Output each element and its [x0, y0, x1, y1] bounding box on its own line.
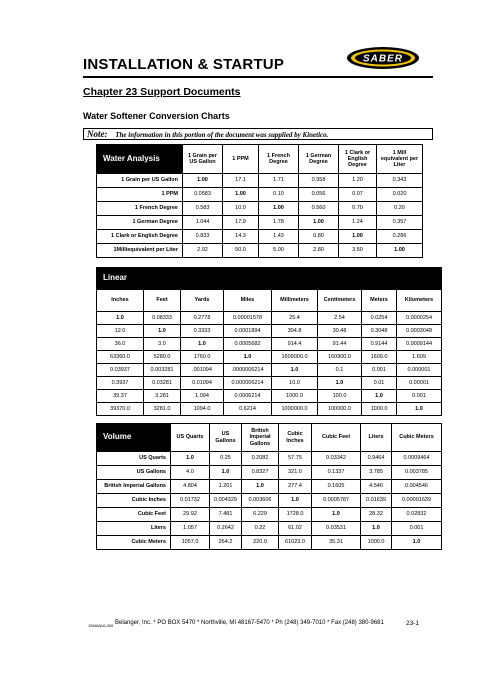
table-cell: 0.020 [377, 188, 423, 202]
page-header-title: INSTALLATION & STARTUP [83, 56, 285, 73]
linear-header-row [97, 290, 442, 312]
table-cell: .0000006214 [224, 364, 272, 377]
table-cell: 3.281 [144, 390, 181, 403]
table-cell: 1057.0 [171, 536, 210, 550]
table-cell: 0.000006214 [224, 377, 272, 390]
table-cell: 0.22 [242, 522, 279, 536]
table-cell: 1.044 [183, 216, 223, 230]
table-row [97, 351, 442, 364]
table-cell: 264.2 [210, 536, 242, 550]
column-header: Kilometers [397, 290, 442, 312]
table-cell: 0.01094 [181, 377, 224, 390]
volume-body [97, 452, 442, 550]
section-subtitle: Water Softener Conversion Charts [83, 111, 230, 121]
water-analysis-body [97, 174, 423, 258]
table-cell: .001094 [181, 364, 224, 377]
table-cell: 0.08333 [144, 312, 181, 325]
table-cell: 50.0 [223, 244, 259, 258]
table-cell: 5.00 [259, 244, 299, 258]
column-header: Centimeters [318, 290, 362, 312]
table-cell: 14.3 [223, 230, 259, 244]
table-cell: 0.003785 [392, 466, 442, 480]
table-cell: 0.6214 [224, 403, 272, 416]
table-cell: 0.3937 [97, 377, 144, 390]
table-row [97, 244, 423, 258]
table-cell: 3.785 [361, 466, 392, 480]
table-cell: 1.24 [339, 216, 377, 230]
table-cell: 0.833 [183, 230, 223, 244]
table-cell: 0.3048 [362, 325, 397, 338]
table-row [97, 390, 442, 403]
table-cell: 0.056 [299, 188, 339, 202]
table-cell: 1.0 [242, 480, 279, 494]
table-cell: 0.03937 [97, 364, 144, 377]
row-label: 1Milliequivalent per Liter [97, 244, 183, 258]
table-cell: 3.50 [339, 244, 377, 258]
table-cell: 0.9144 [362, 338, 397, 351]
table-cell: 0.0006214 [224, 390, 272, 403]
row-label: US Gallons [97, 466, 171, 480]
table-cell: 1.0 [210, 466, 242, 480]
table-cell: 2.54 [318, 312, 362, 325]
table-cell: 0.3333 [181, 325, 224, 338]
row-label: 1 Clark or English Degree [97, 230, 183, 244]
table-cell: 1.0 [272, 364, 318, 377]
column-header: 1 PPM [223, 145, 259, 174]
table-cell: 28.32 [361, 508, 392, 522]
note-box [83, 128, 433, 140]
table-cell: 1.0 [224, 351, 272, 364]
row-label: Liters [97, 522, 171, 536]
table-cell: 1.00 [259, 202, 299, 216]
row-label: Cubic Meters [97, 536, 171, 550]
table-cell: 30.48 [318, 325, 362, 338]
table-cell: 0.001 [362, 364, 397, 377]
column-header: Feet [144, 290, 181, 312]
table-cell: 0.2642 [210, 522, 242, 536]
table-cell: 0.07 [339, 188, 377, 202]
footer-doc-code: 15MANUL269 [88, 623, 114, 628]
table-cell: 0.1 [318, 364, 362, 377]
volume-header-row [97, 424, 442, 452]
column-header: Inches [97, 290, 144, 312]
table-row [97, 202, 423, 216]
column-header: US Quarts [171, 424, 210, 452]
table-cell: 100.0 [318, 390, 362, 403]
table-row [97, 403, 442, 416]
table-cell: 1000.0 [361, 536, 392, 550]
table-cell: 0.004546 [392, 480, 442, 494]
table-cell: 1.0 [361, 522, 392, 536]
table-cell: 0.1605 [312, 480, 361, 494]
footer-page-number: 23-1 [406, 620, 420, 627]
table-cell: 1000.0 [272, 390, 318, 403]
table-cell: 1094.0 [181, 403, 224, 416]
table-cell: 0.001 [397, 390, 442, 403]
table-cell: 0.25 [210, 452, 242, 466]
table-cell: 914.4 [272, 338, 318, 351]
row-label: Cubic Feet [97, 508, 171, 522]
table-cell: 1.057 [171, 522, 210, 536]
table-cell: 0.9464 [361, 452, 392, 466]
table-cell: 0.000001 [397, 364, 442, 377]
chapter-heading: Chapter 23 Support Documents [83, 86, 241, 98]
table-cell: 10.0 [272, 377, 318, 390]
table-cell: 1.00 [377, 244, 423, 258]
table-row [97, 216, 423, 230]
column-header: Cubic Inches [279, 424, 312, 452]
table-cell: 0.0000254 [397, 312, 442, 325]
table-row [97, 452, 442, 466]
row-label: 1 PPM [97, 188, 183, 202]
column-header: 1 French Degree [259, 145, 299, 174]
table-row [97, 174, 423, 188]
header-rule [83, 76, 433, 78]
column-header: 1 Grain per US Gallon [183, 145, 223, 174]
table-row [97, 364, 442, 377]
table-cell: 1.609 [397, 351, 442, 364]
table-cell: 17.1 [223, 174, 259, 188]
water-analysis-table [96, 144, 423, 258]
table-cell: 1728.0 [279, 508, 312, 522]
table-cell: 12.0 [97, 325, 144, 338]
table-cell: 0.0254 [362, 312, 397, 325]
table-row [97, 466, 442, 480]
table-cell: 1609.0 [362, 351, 397, 364]
note-label: Note: [87, 129, 108, 139]
row-label: US Quarts [97, 452, 171, 466]
table-cell: 0.2778 [181, 312, 224, 325]
table-cell: 1.0 [312, 508, 361, 522]
table-cell: 3281.0 [144, 403, 181, 416]
column-header: US Gallons [210, 424, 242, 452]
table-cell: 0.001 [392, 522, 442, 536]
table-cell: 0.003606 [242, 494, 279, 508]
row-label: 1 French Degree [97, 202, 183, 216]
column-header: Miles [224, 290, 272, 312]
table-row [97, 377, 442, 390]
table-cell: 39370.0 [97, 403, 144, 416]
water-analysis-header-row [97, 145, 423, 174]
table-cell: 91.44 [318, 338, 362, 351]
table-cell: 2.92 [183, 244, 223, 258]
table-cell: 1.094 [181, 390, 224, 403]
table-cell: 2.80 [299, 244, 339, 258]
table-cell: 10.0 [223, 202, 259, 216]
table-cell: 0.004329 [210, 494, 242, 508]
table-row [97, 230, 423, 244]
column-header: British Imperial Gallons [242, 424, 279, 452]
table-cell: 0.70 [339, 202, 377, 216]
column-header: 1 Mill equivalent per Liter [377, 145, 423, 174]
table-row [97, 536, 442, 550]
table-cell: 0.0001894 [224, 325, 272, 338]
table-cell: 1.0 [144, 325, 181, 338]
table-cell: 0.1337 [312, 466, 361, 480]
table-cell: 1.0 [392, 536, 442, 550]
table-cell: 0.00001578 [224, 312, 272, 325]
table-cell: 1.00 [223, 188, 259, 202]
table-row [97, 312, 442, 325]
table-cell: 1.43 [259, 230, 299, 244]
saber-logo [346, 46, 420, 70]
table-cell: 1.00 [299, 216, 339, 230]
table-row [97, 480, 442, 494]
table-cell: 35.31 [312, 536, 361, 550]
table-cell: 0.01732 [171, 494, 210, 508]
table-cell: 1.00 [183, 174, 223, 188]
table-cell: 0.20 [377, 202, 423, 216]
row-label: 1 German Degree [97, 216, 183, 230]
linear-title: Linear [97, 268, 442, 290]
column-header: Yards [181, 290, 224, 312]
table-cell: 0.560 [299, 202, 339, 216]
table-row [97, 508, 442, 522]
table-cell: 1.0 [318, 377, 362, 390]
table-cell: 4.546 [361, 480, 392, 494]
table-cell: 0.0003048 [397, 325, 442, 338]
table-cell: 321.0 [279, 466, 312, 480]
column-header: 1 Clark or English Degree [339, 145, 377, 174]
row-label: Cubic Inches [97, 494, 171, 508]
table-cell: 6.229 [242, 508, 279, 522]
volume-table [96, 423, 442, 550]
table-row [97, 325, 442, 338]
table-cell: 1.0 [181, 338, 224, 351]
table-cell: 1.00 [339, 230, 377, 244]
column-header: 1 German Degree [299, 145, 339, 174]
table-cell: 1.0 [397, 403, 442, 416]
table-cell: 0.0583 [183, 188, 223, 202]
table-cell: 1760.0 [181, 351, 224, 364]
table-cell: 1.0 [362, 390, 397, 403]
column-header: Liters [361, 424, 392, 452]
table-cell: 1000000.0 [272, 403, 318, 416]
column-header: Meters [362, 290, 397, 312]
table-cell: 57.75 [279, 452, 312, 466]
table-cell: 0.343 [377, 174, 423, 188]
linear-title-row [97, 268, 442, 290]
table-cell: 0.0009144 [397, 338, 442, 351]
table-cell: 1.71 [259, 174, 299, 188]
table-cell: 0.357 [377, 216, 423, 230]
row-label: 1 Grain per US Gallon [97, 174, 183, 188]
table-cell: 0.958 [299, 174, 339, 188]
table-cell: 277.4 [279, 480, 312, 494]
column-header: Cubic Meters [392, 424, 442, 452]
table-cell: 304.8 [272, 325, 318, 338]
table-cell: 1000.0 [362, 403, 397, 416]
table-cell: 63360.0 [97, 351, 144, 364]
table-cell: 36.0 [97, 338, 144, 351]
table-cell: 0.003281 [144, 364, 181, 377]
table-cell: 0.02832 [392, 508, 442, 522]
column-header: Cubic Feet [312, 424, 361, 452]
table-cell: 0.03342 [312, 452, 361, 466]
table-cell: 0.0009464 [392, 452, 442, 466]
note-text: The information in this portion of the document was supplied by Kinetico. [115, 131, 329, 139]
table-cell: 0.03531 [312, 522, 361, 536]
table-cell: 0.01 [362, 377, 397, 390]
table-cell: 100000.0 [318, 403, 362, 416]
logo-text: SABER [362, 53, 404, 65]
water-analysis-title: Water Analysis [97, 145, 183, 174]
table-cell: 1.20 [339, 174, 377, 188]
table-cell: 1.0 [97, 312, 144, 325]
table-cell: 0.2082 [242, 452, 279, 466]
table-cell: 5280.0 [144, 351, 181, 364]
table-cell: 220.0 [242, 536, 279, 550]
linear-table [96, 267, 442, 416]
table-cell: 0.03281 [144, 377, 181, 390]
table-cell: 29.92 [171, 508, 210, 522]
table-cell: 0.0005787 [312, 494, 361, 508]
table-row [97, 494, 442, 508]
table-row [97, 338, 442, 351]
table-cell: 160900.0 [318, 351, 362, 364]
table-cell: 0.00001 [397, 377, 442, 390]
table-cell: 0.00001639 [392, 494, 442, 508]
table-cell: 0.10 [259, 188, 299, 202]
table-cell: 0.80 [299, 230, 339, 244]
table-cell: 4.804 [171, 480, 210, 494]
row-label: British Imperial Gallons [97, 480, 171, 494]
table-cell: 1.0 [171, 452, 210, 466]
table-cell: 0.286 [377, 230, 423, 244]
table-cell: 7.481 [210, 508, 242, 522]
table-cell: 0.0005682 [224, 338, 272, 351]
volume-title: Volume [97, 424, 171, 452]
table-cell: 4.0 [171, 466, 210, 480]
table-cell: 1.0 [279, 494, 312, 508]
table-cell: 25.4 [272, 312, 318, 325]
table-cell: 1.201 [210, 480, 242, 494]
column-header: Millimeters [272, 290, 318, 312]
table-cell: 1609000.0 [272, 351, 318, 364]
table-cell: 0.01639 [361, 494, 392, 508]
table-row [97, 188, 423, 202]
table-cell: 0.8327 [242, 466, 279, 480]
table-cell: 1.78 [259, 216, 299, 230]
table-cell: 3.0 [144, 338, 181, 351]
table-cell: 61.02 [279, 522, 312, 536]
table-cell: 61023.0 [279, 536, 312, 550]
table-cell: 39.37 [97, 390, 144, 403]
linear-body [97, 312, 442, 416]
footer-address: Belanger, Inc. * PO BOX 5470 * Northville, MI 48167-5470 * Ph (248) 349-7010 * Fax (248) 380-9681 [115, 620, 384, 626]
table-cell: 0.583 [183, 202, 223, 216]
table-cell: 17.9 [223, 216, 259, 230]
table-row [97, 522, 442, 536]
